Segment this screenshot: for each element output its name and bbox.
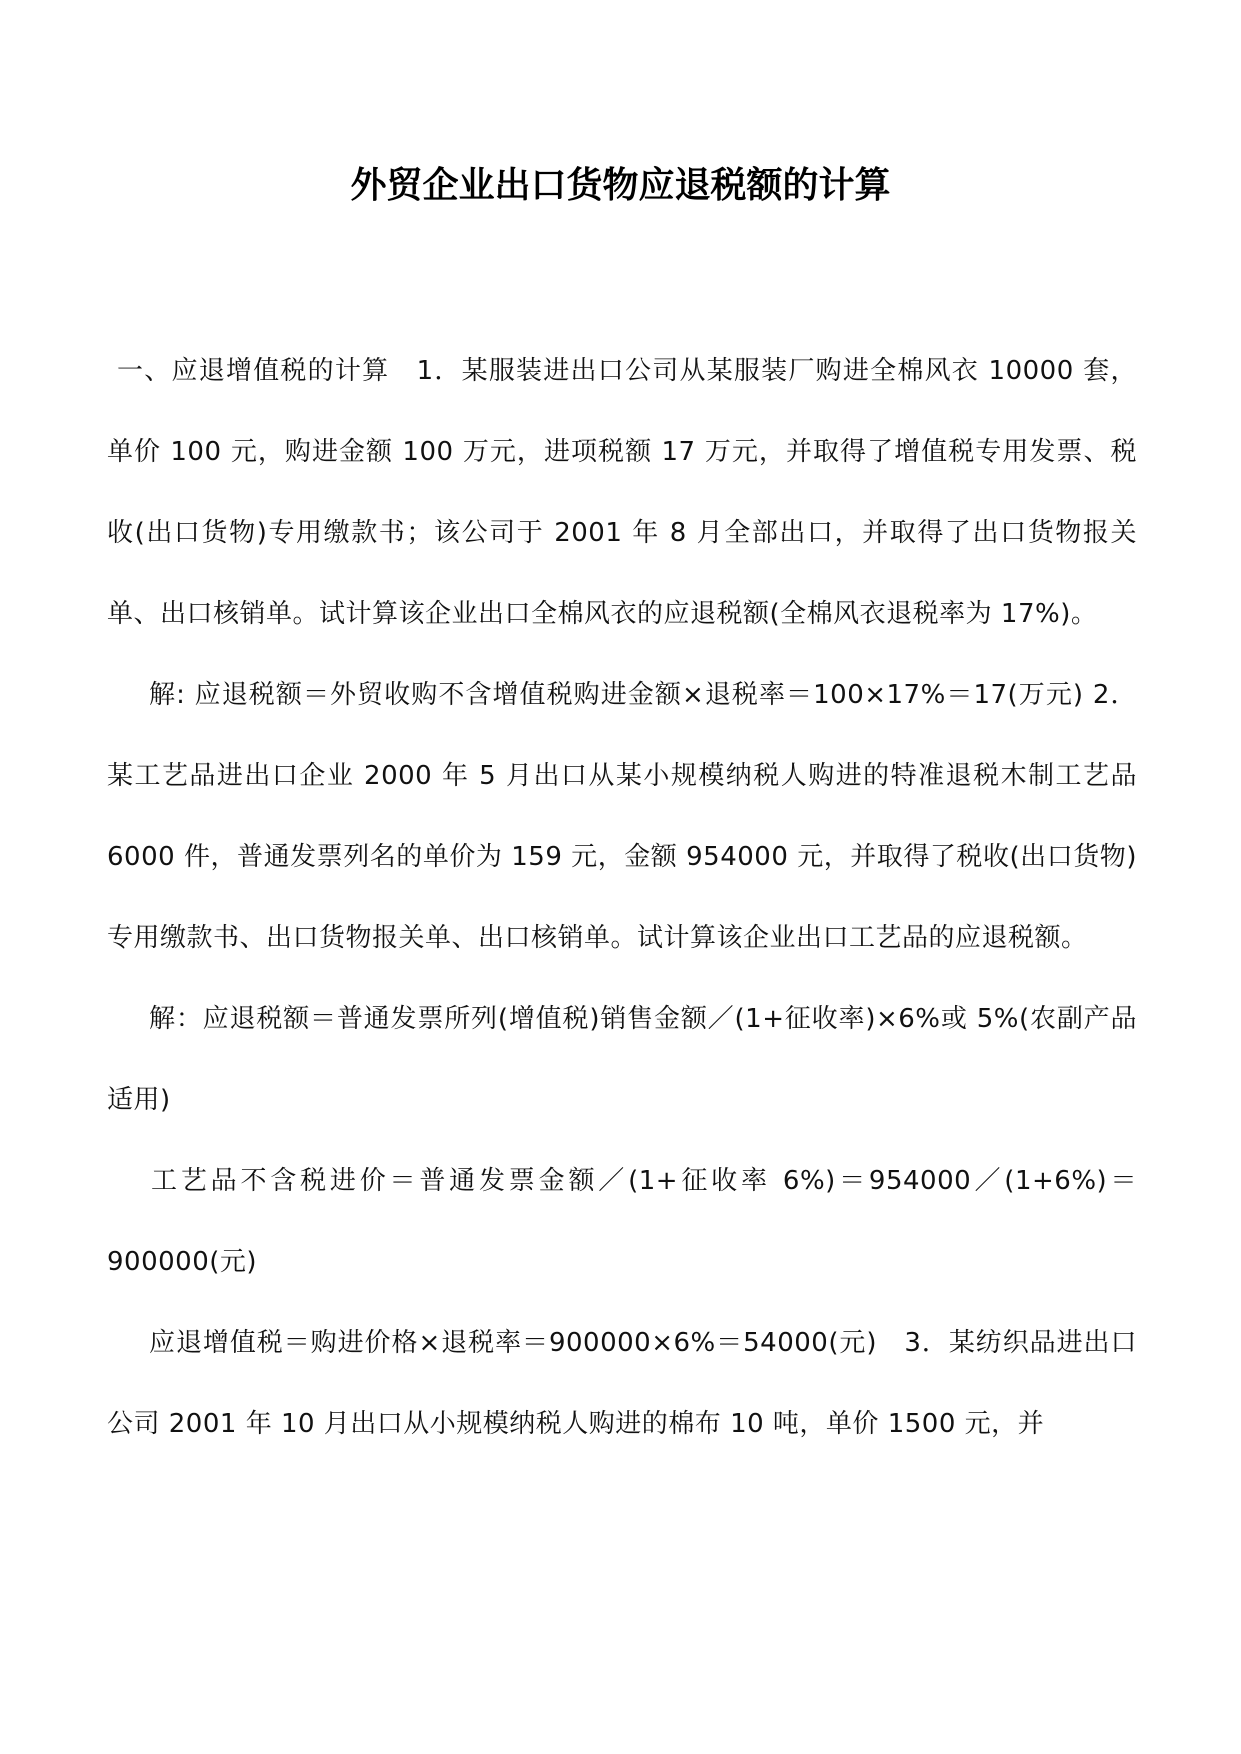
- paragraph-5: 应退增值税＝购进价格×退税率＝900000×6%＝54000(元) 3．某纺织品进出口公司 2001 年 10 月出口从小规模纳税人购进的棉布 10 吨，单价 1500 元，并: [107, 1328, 1137, 1439]
- paragraph-3: 解：应退税额＝普通发票所列(增值税)销售金额／(1+征收率)×6%或 5%(农副产品适用): [107, 1004, 1137, 1115]
- document-body: [107, 331, 1137, 1465]
- paragraph-2: 解: 应退税额＝外贸收购不含增值税购进金额×退税率＝100×17%＝17(万元) 2．某工艺品进出口企业 2000 年 5 月出口从某小规模纳税人购进的特准退税木制工艺品 6000 件，普通发票列名的单价为 159 元，金额 954000 元，并取得了税收(出口货物)专用缴款书、出口货物报关单、出口核销单。试计算该企业出口工艺品的应退税额。: [107, 680, 1137, 953]
- paragraph-1: 一、应退增值税的计算 1．某服装进出口公司从某服装厂购进全棉风衣 10000 套，单价 100 元，购进金额 100 万元，进项税额 17 万元，并取得了增值税专用发票、税收(出口货物)专用缴款书；该公司于 2001 年 8 月全部出口，并取得了出口货物报关单、出口核销单。试计算该企业出口全棉风衣的应退税额(全棉风衣退税率为 17%)。: [107, 356, 1137, 629]
- document-title: 外贸企业出口货物应退税额的计算: [350, 164, 891, 206]
- paragraph-4: 工艺品不含税进价＝普通发票金额／(1+征收率 6%)＝954000／(1+6%)＝900000(元): [107, 1166, 1137, 1277]
